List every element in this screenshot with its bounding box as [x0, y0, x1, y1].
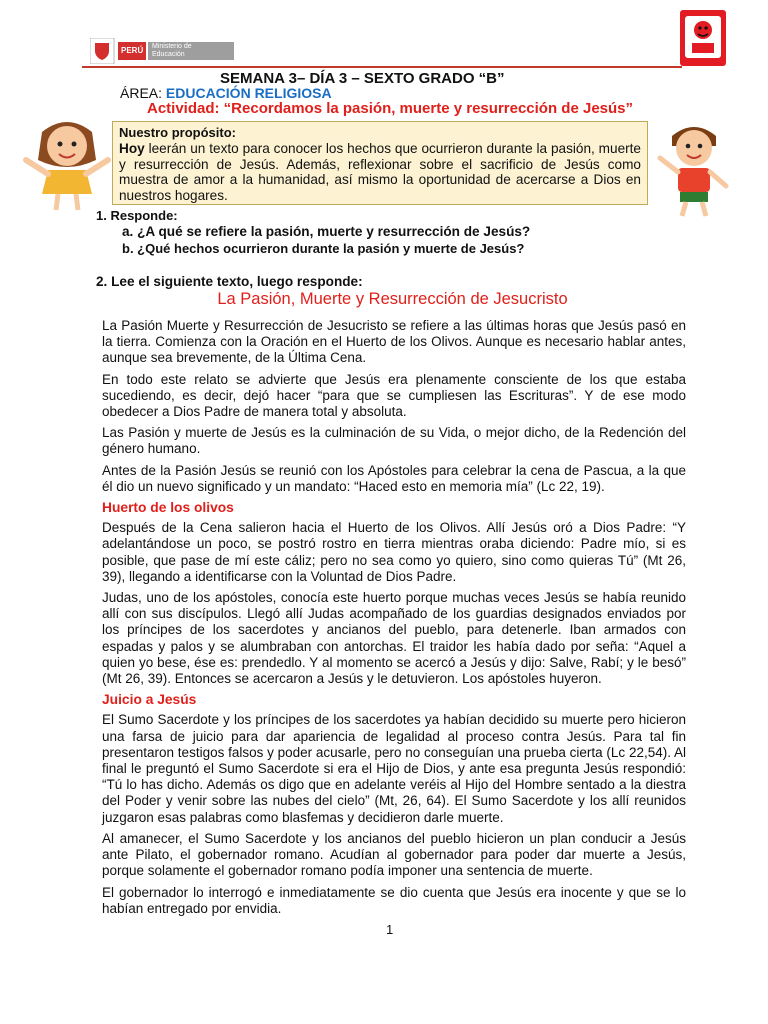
purpose-text: [119, 141, 641, 203]
boy-cartoon-icon: [654, 118, 734, 218]
school-badge: [680, 10, 726, 66]
reading-title: La Pasión, Muerte y Resurrección de Jesucristo: [217, 290, 568, 308]
paragraph: Al amanecer, el Sumo Sacerdote y los ancianos del pueblo hicieron un plan conducir a Jesús ante Pilato, el gobernador romano. Acudían al gobernador para poder dar muerte a Jesús, porque solamente el gobernador romano podía imponer una sentencia de muerte.: [102, 830, 686, 879]
paragraph: El Sumo Sacerdote y los príncipes de los sacerdotes ya habían decidido su muerte pero hicieron una farsa de juicio para dar apariencia de legalidad al proceso contra Jesús. Para tal fin presentaron testigos falsos y poder acusarle, pero no conseguían una prueba cierta (Lc 22,54). Al final le preguntó el Sumo Sacerdote si era el Hijo de Dios, y ante esa pregunta Jesús respondió: “Tú lo has dicho. Además os digo que en adelante veréis al Hijo del Hombre sentado a la diestra del Poder y venir sobre las nubes del cielo” (Mt, 26, 64). El Sumo Sacerdote y los allí reunidos juzgaron esas palabras como blasfemas y decidieron darle muerte.: [102, 712, 686, 825]
paragraph: El gobernador lo interrogó e inmediatamente se dio cuenta que Jesús era inocente y que se lo habían entregado por envidia.: [102, 884, 686, 916]
week-heading: SEMANA 3– DÍA 3 – SEXTO GRADO “B”: [220, 70, 505, 87]
question-1-heading: 1. Responde:: [96, 208, 178, 223]
header-divider: [82, 66, 682, 68]
girl-cartoon-icon: [22, 112, 112, 212]
logo-ministry: Ministerio de Educación: [152, 43, 192, 58]
ministry-logo: [90, 38, 236, 64]
purpose-lead: Hoy: [119, 141, 145, 156]
question-1b: b. ¿Qué hechos ocurrieron durante la pasión y muerte de Jesús?: [122, 241, 525, 256]
question-1a: a. ¿A qué se refiere la pasión, muerte y resurrección de Jesús?: [122, 224, 531, 239]
purpose-body: leerán un texto para conocer los hechos que ocurrieron durante la pasión, muerte y resurrección de Jesús. Además, reflexionar sobre el sacrificio de Jesús como muestra de amor a la humanidad, así mismo la oportunidad de acercarse a Dios en nuestros hogares.: [119, 141, 641, 203]
area-value: EDUCACIÓN RELIGIOSA: [165, 85, 332, 101]
page-number: 1: [386, 922, 394, 937]
paragraph: La Pasión Muerte y Resurrección de Jesucristo se refiere a las últimas horas que Jesús pasó en la tierra. Comienza con la Oración en el Huerto de los Olivos. Aunque es necesario hablar antes, aunque sea brevemente, de la Última Cena.: [102, 318, 686, 366]
paragraph: En todo este relato se advierte que Jesús era plenamente consciente de los que estaba sucediendo, es decir, dejó hacer “para que se cumpliesen las Escrituras”. Y de ese modo obedecer a Dios Padre de manera total y absoluta.: [102, 371, 686, 420]
paragraph: Antes de la Pasión Jesús se reunió con los Apóstoles para celebrar la cena de Pascua, a la que él dio un nuevo significado y un mandato: “Haced esto en memoria mía” (Lc 22, 19).: [102, 462, 686, 494]
logo-country: PERÚ: [121, 46, 144, 55]
purpose-title: Nuestro propósito:: [119, 125, 236, 140]
reading-body: [102, 318, 686, 922]
question-2-heading: 2. Lee el siguiente texto, luego responde:: [96, 274, 363, 289]
paragraph: Judas, uno de los apóstoles, conocía este huerto porque muchas veces Jesús se había reunido allí con sus discípulos. Llegó allí Judas acompañado de los guardias designados enviados por los príncipes de los sacerdotes y ancianos del pueblo, para detenerle. Iban armados con espadas y palos y se alumbraban con antorchas. El traidor les había dado por seña: “Aquel a quien yo bese, ése es: prendedlo. Y al momento se acercó a Jesús y dijo: Salve, Rabí; y le besó” (Mt 26, 39). Entonces se acercaron a Jesús y le detuvieron. Los apóstoles huyeron.: [102, 590, 686, 687]
paragraph: Las Pasión y muerte de Jesús es la culminación de su Vida, o mejor dicho, de la Redención del género humano.: [102, 425, 686, 457]
paragraph: Después de la Cena salieron hacia el Huerto de los Olivos. Allí Jesús oró a Dios Padre: “Y adelantándose un poco, se postró rostro en tierra mientras oraba diciendo: Padre mío, si es posible, que pase de mí este cáliz; pero no sea como yo quiero, sino como quieras Tú” (Mt 26, 39), llegando a identificarse con la Voluntad de Dios Padre.: [102, 520, 686, 584]
area-label: ÁREA:: [120, 85, 163, 101]
purpose-box: [112, 121, 648, 205]
activity-title: Actividad: “Recordamos la pasión, muerte y resurrección de Jesús”: [147, 100, 634, 117]
school-crest-icon: [680, 10, 726, 66]
section-heading-juicio: Juicio a Jesús: [102, 692, 197, 708]
section-heading-huerto: Huerto de los olivos: [102, 500, 234, 516]
area-line: [120, 85, 332, 101]
